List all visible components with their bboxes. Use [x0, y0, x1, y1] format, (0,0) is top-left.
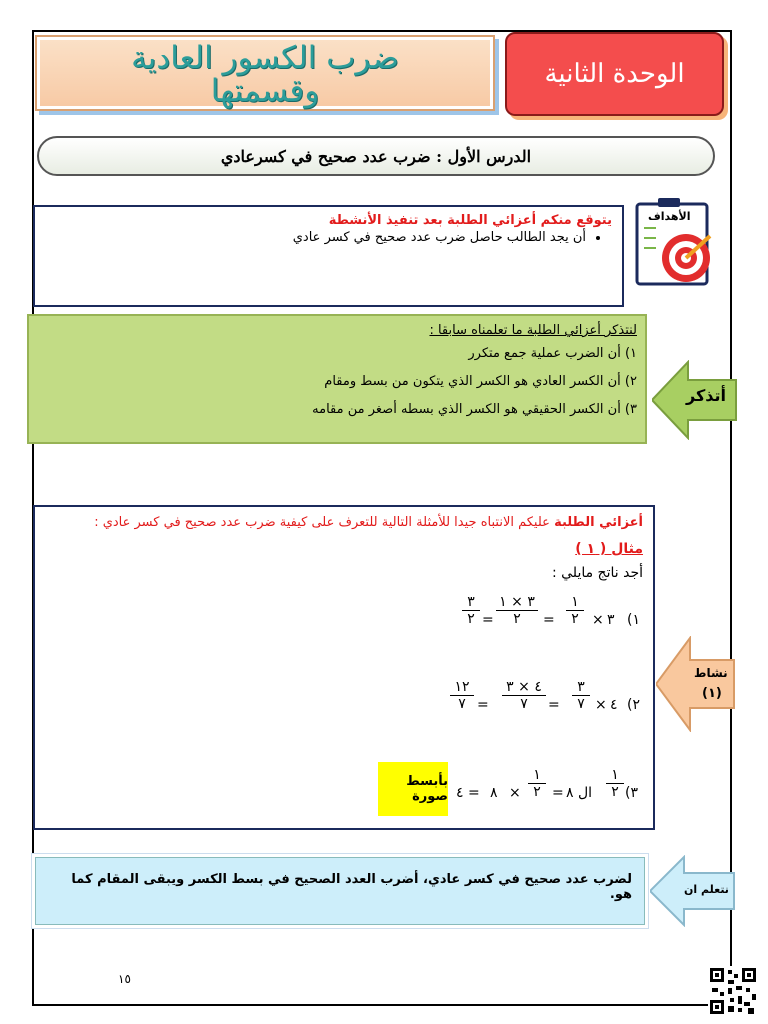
eq1-fraction-3 [462, 594, 480, 627]
eq3-equals: = [552, 785, 564, 801]
remember-item-2: ٢) أن الكسر العادي هو الكسر الذي يتكون من بسط ومقام [324, 374, 637, 389]
eq2-f1-numerator: ٣ [572, 679, 590, 696]
eq2-times: × [595, 697, 607, 713]
learn-box [35, 857, 645, 925]
eq1-equals-2: = [482, 612, 494, 628]
chapter-title-banner [35, 35, 495, 111]
eq3-f2-denominator: ٢ [533, 784, 541, 800]
simplest-form-highlight [378, 762, 448, 816]
eq1-whole: ٣ [607, 612, 615, 628]
remember-side-label: أتذكر [686, 386, 726, 405]
activity-side-label: نشاط [694, 666, 728, 680]
objectives-target-icon [634, 198, 712, 286]
unit-label: الوحدة الثانية [544, 59, 685, 89]
eq3-f1-numerator: ١ [606, 767, 624, 784]
eq1-equals-1: = [543, 612, 555, 628]
chapter-title-line1: ضرب الكسور العادية [131, 40, 399, 76]
learn-arrow-icon [650, 855, 736, 927]
remember-arrow-icon [652, 360, 738, 440]
eq1-number: ١) [627, 612, 640, 628]
eq2-f3-denominator: ٧ [458, 696, 466, 712]
page-number: ١٥ [118, 972, 131, 986]
lesson-title-bar [37, 136, 715, 176]
eq3-f1-denominator: ٢ [611, 784, 619, 800]
eq2-f3-numerator: ١٢ [450, 679, 474, 696]
objectives-box [33, 205, 624, 307]
find-label: أجد ناتج مايلي : [551, 565, 643, 581]
lesson-title: الدرس الأول : ضرب عدد صحيح في كسرعادي [220, 146, 532, 166]
eq2-fraction-3 [450, 679, 474, 712]
eq1-f2-denominator: ٢ [513, 611, 521, 627]
eq2-f2-numerator: ٤ × ٣ [502, 679, 546, 696]
activity-instruction [43, 515, 643, 530]
activity-side-number: (١) [702, 686, 722, 701]
eq3-times: × [509, 785, 521, 801]
eq2-f1-denominator: ٧ [577, 696, 585, 712]
eq2-fraction-2 [502, 679, 546, 712]
remember-box [27, 314, 647, 444]
eq2-equals-2: = [477, 697, 489, 713]
eq2-number: ٢) [627, 697, 640, 713]
remember-item-3: ٣) أن الكسر الحقيقي هو الكسر الذي بسطه أصغر من مقامه [312, 402, 637, 417]
learn-text: لضرب عدد صحيح في كسر عادي، أضرب العدد الصحيح في بسط الكسر ويبقى المقام كما هو. [71, 872, 632, 902]
eq3-number: ٣) [625, 785, 638, 801]
activity-arrow-icon [656, 636, 736, 732]
remember-item-1: ١) أن الضرب عملية جمع متكرر [468, 346, 637, 361]
eq3-fraction-1 [606, 767, 624, 800]
unit-banner [505, 32, 724, 116]
chapter-title-line2: وقسمتها [210, 73, 320, 109]
eq1-fraction-1 [566, 594, 584, 627]
eq3-result: = ٤ [456, 785, 480, 801]
eq2-f2-denominator: ٧ [520, 696, 528, 712]
activity-instruction-text: عليكم الانتباه جيدا للأمثلة التالية للتعرف على كيفية ضرب عدد صحيح في كسر عادي : [94, 515, 555, 530]
qr-code-icon [708, 966, 758, 1016]
remember-heading: لنتذكر أعزائي الطلبة ما تعلمناه سابقا : [429, 323, 637, 338]
eq1-f1-denominator: ٢ [571, 611, 579, 627]
eq2-equals-1: = [548, 697, 560, 713]
eq3-f2-numerator: ١ [528, 767, 546, 784]
eq2-fraction-1 [572, 679, 590, 712]
eq1-f3-denominator: ٢ [467, 611, 475, 627]
eq1-fraction-2 [496, 594, 538, 627]
objectives-heading: يتوقع منكم أعزائي الطلبة بعد تنفيذ الأنشطة [328, 213, 612, 228]
example-label: مثال ( ١ ) [575, 541, 643, 557]
eq3-eight: ٨ [490, 785, 498, 801]
eq1-times: × [592, 612, 604, 628]
learn-side-label: نتعلم ان [684, 883, 729, 896]
activity-box [33, 505, 655, 830]
activity-instruction-lead: أعزائي الطلبة [554, 515, 643, 530]
eq3-of-eight: ال ٨ [566, 785, 593, 801]
objective-item: • أن يجد الطالب حاصل ضرب عدد صحيح في كسر عادي [45, 230, 586, 245]
simplest-form-label: بأبسط صورة [406, 774, 448, 804]
eq1-f2-numerator: ٣ × ١ [496, 594, 538, 611]
eq1-f3-numerator: ٣ [462, 594, 480, 611]
eq3-fraction-2 [528, 767, 546, 800]
eq2-whole: ٤ [610, 697, 618, 713]
objectives-list [45, 230, 612, 245]
eq1-f1-numerator: ١ [566, 594, 584, 611]
objectives-icon-label: الأهداف [648, 210, 691, 223]
